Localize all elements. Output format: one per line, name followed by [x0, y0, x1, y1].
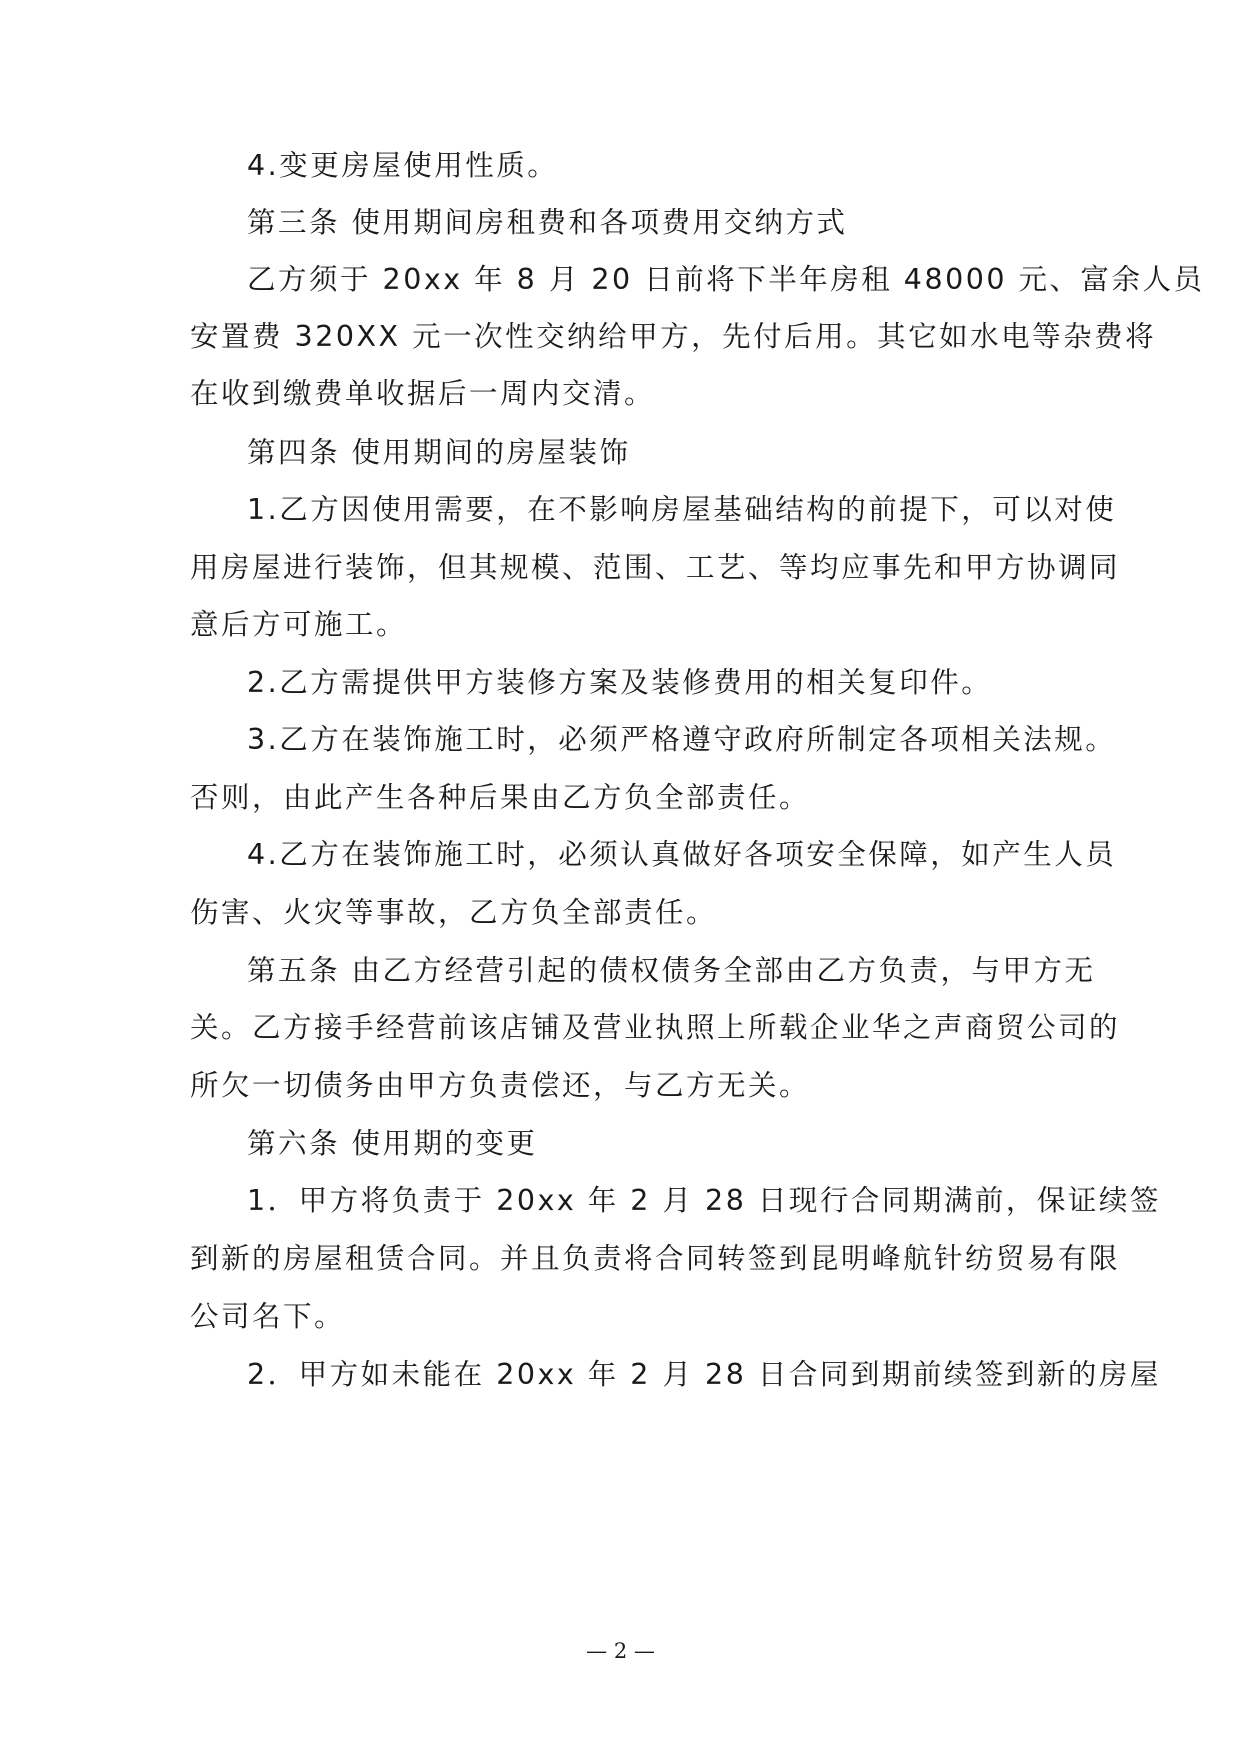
text-line: 乙方须于 20xx 年 8 月 20 日前将下半年房租 48000 元、富余人员 [247, 263, 1205, 296]
text-line: 否则，由此产生各种后果由乙方负全部责任。 [190, 781, 811, 814]
text-line: 1.乙方因使用需要，在不影响房屋基础结构的前提下，可以对使 [247, 493, 1117, 526]
text-line: 2．甲方如未能在 20xx 年 2 月 28 日合同到期前续签到新的房屋 [247, 1358, 1161, 1391]
text-line: 2.乙方需提供甲方装修方案及装修费用的相关复印件。 [247, 666, 993, 699]
text-line: 在收到缴费单收据后一周内交清。 [190, 377, 656, 410]
section-heading: 第五条 由乙方经营引起的债权债务全部由乙方负责，与甲方无 [247, 954, 1096, 987]
text-line: 所欠一切债务由甲方负责偿还，与乙方无关。 [190, 1069, 811, 1102]
section-heading: 第三条 使用期间房租费和各项费用交纳方式 [247, 206, 848, 239]
text-line: 4.变更房屋使用性质。 [247, 149, 559, 182]
section-heading: 第六条 使用期的变更 [247, 1127, 538, 1160]
text-line: 4.乙方在装饰施工时，必须认真做好各项安全保障，如产生人员 [247, 838, 1117, 871]
text-line: 伤害、火灾等事故，乙方负全部责任。 [190, 896, 718, 929]
page-number: — 2 — [586, 1639, 655, 1663]
text-line: 到新的房屋租赁合同。并且负责将合同转签到昆明峰航针纺贸易有限 [190, 1242, 1121, 1275]
text-line: 意后方可施工。 [190, 608, 408, 641]
text-line: 用房屋进行装饰，但其规模、范围、工艺、等均应事先和甲方协调同 [190, 551, 1121, 584]
text-line: 安置费 320XX 元一次性交纳给甲方，先付后用。其它如水电等杂费将 [190, 320, 1157, 353]
section-heading: 第四条 使用期间的房屋装饰 [247, 436, 631, 469]
text-line: 3.乙方在装饰施工时，必须严格遵守政府所制定各项相关法规。 [247, 723, 1117, 756]
text-line: 公司名下。 [190, 1300, 346, 1333]
text-line: 关。乙方接手经营前该店铺及营业执照上所载企业华之声商贸公司的 [190, 1011, 1121, 1044]
text-line: 1．甲方将负责于 20xx 年 2 月 28 日现行合同期满前，保证续签 [247, 1184, 1161, 1217]
